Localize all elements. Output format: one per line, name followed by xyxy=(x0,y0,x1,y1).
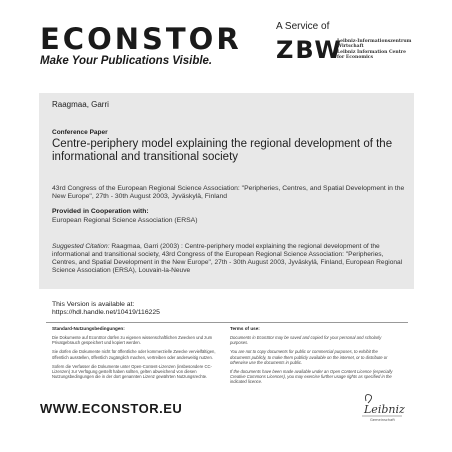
terms-en-paragraph: Documents in EconStor may be saved and copied for your personal and scholarly purposes. xyxy=(230,335,382,346)
terms-de-paragraph: Sie dürfen die Dokumente nicht für öffentliche oder kommerzielle Zwecke vervielfältigen, öffentlich ausstellen, öffentlich zugänglich machen, vertreiben oder anderweitig nutzen. xyxy=(52,349,216,360)
zbw-description xyxy=(337,39,437,61)
citation-text: Raagmaa, Garri (2003) : Centre-periphery model explaining the regional development of the informational and transitional society, 43rd Congress of the European Regional Science Association: "Peripheries, Centres, and Spatial Development in the New Europe", 27th - 30th August 2003, Jyväskylä, Finland, European Regional Science Association (ERSA), Louvain-la-Neuve xyxy=(52,243,403,275)
zbw-desc-line: for Economics xyxy=(337,55,374,61)
terms-en-paragraph: You are not to copy documents for public or commercial purposes, to exhibit the documents publicly, to make them publicly available on the internet, or to distribute or otherwise use the documents in public. xyxy=(230,349,388,365)
cooperation-label: Provided in Cooperation with: xyxy=(52,208,149,215)
svg-text:Leibniz: Leibniz xyxy=(364,403,405,416)
citation-label: Suggested Citation: xyxy=(52,243,110,250)
handle-label: This Version is available at: xyxy=(52,301,135,308)
logo-tagline: Make Your Publications Visible. xyxy=(40,55,213,67)
terms-de-paragraph: Die Dokumente auf EconStor dürfen zu eigenen wissenschaftlichen Zwecken und zum Privatgebrauch gespeichert und kopiert werden. xyxy=(52,335,213,346)
zbw-desc-line: Wirtschaft xyxy=(337,44,364,50)
service-label: A Service of xyxy=(276,21,330,32)
author: Raagmaa, Garri xyxy=(52,100,109,109)
zbw-desc-line: Leibniz-Informationszentrum xyxy=(337,39,412,44)
econstor-logo: ECONSTOR xyxy=(40,22,242,56)
svg-text:Gemeinschaft: Gemeinschaft xyxy=(370,418,395,422)
suggested-citation xyxy=(52,243,408,275)
terms-divider xyxy=(46,322,408,323)
terms-de-paragraph: Sofern die Verfasser die Dokumente unter Open-Content-Lizenzen (insbesondere CC-Lizenzen) zur Verfügung gestellt haben sollten, gelten abweichend von diesen Nutzungsbedingungen die in der dort genannten Lizenz gewährten Nutzungsrechte. xyxy=(52,363,212,380)
leibniz-logo-icon xyxy=(356,391,406,423)
paper-title: Centre-periphery model explaining the regional development of the informational and transitional society xyxy=(52,138,393,163)
terms-en-column xyxy=(230,326,395,385)
zbw-desc-line: Leibniz Information Centre xyxy=(337,49,407,55)
terms-de-heading: Standard-Nutzungsbedingungen: xyxy=(52,326,125,331)
handle-link[interactable]: https://hdl.handle.net/10419/116225 xyxy=(52,309,160,316)
congress-info: 43rd Congress of the European Regional Science Association: "Peripheries, Centres, and Spatial Development in the New Europe", 27th - 30th August 2003, Jyväskylä, Finland xyxy=(52,185,405,201)
terms-de-column xyxy=(52,326,217,379)
terms-en-heading: Terms of use: xyxy=(230,326,260,331)
cooperation-value: European Regional Science Association (ERSA) xyxy=(52,217,198,224)
terms-en-paragraph: If the documents have been made available under an Open Content Licence (especially Creative Commons Licences), you may exercise further usage rights as specified in the indicated licence. xyxy=(230,369,393,385)
footer-website-link[interactable]: WWW.ECONSTOR.EU xyxy=(40,401,183,416)
zbw-logo: ZBW xyxy=(276,36,343,64)
document-type: Conference Paper xyxy=(52,129,108,136)
